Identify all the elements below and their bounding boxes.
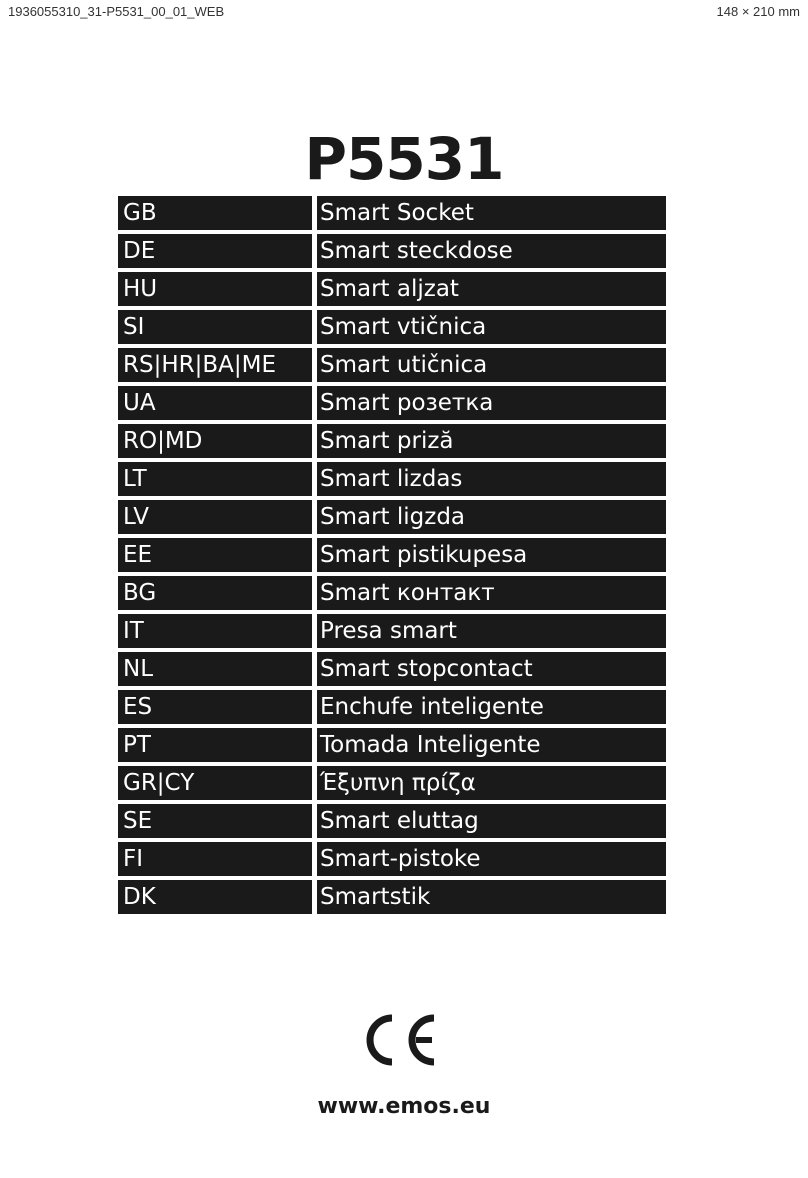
product-name: Smart ligzda: [317, 500, 666, 534]
product-name: Smart priză: [317, 424, 666, 458]
language-code: NL: [118, 652, 312, 686]
language-code: FI: [118, 842, 312, 876]
language-code: UA: [118, 386, 312, 420]
product-name: Smart steckdose: [317, 234, 666, 268]
language-code: ES: [118, 690, 312, 724]
product-name: Smart stopcontact: [317, 652, 666, 686]
language-row: [118, 652, 666, 686]
language-row: [118, 234, 666, 268]
language-code: PT: [118, 728, 312, 762]
product-name: Smart vtičnica: [317, 310, 666, 344]
product-name: Smart lizdas: [317, 462, 666, 496]
language-code: DK: [118, 880, 312, 914]
language-code: RS|HR|BA|ME: [118, 348, 312, 382]
language-row: [118, 196, 666, 230]
language-code: HU: [118, 272, 312, 306]
language-row: [118, 804, 666, 838]
language-code: GR|CY: [118, 766, 312, 800]
language-code: LT: [118, 462, 312, 496]
product-name: Smart aljzat: [317, 272, 666, 306]
model-title: P5531: [304, 125, 504, 193]
product-name: Smart eluttag: [317, 804, 666, 838]
language-row: [118, 728, 666, 762]
language-code: SE: [118, 804, 312, 838]
product-name: Enchufe inteligente: [317, 690, 666, 724]
language-row: [118, 386, 666, 420]
product-name: Smart контакт: [317, 576, 666, 610]
language-row: [118, 576, 666, 610]
page-size: 148 × 210 mm: [716, 4, 800, 19]
product-name: Smart pistikupesa: [317, 538, 666, 572]
product-name: Tomada Inteligente: [317, 728, 666, 762]
language-row: [118, 538, 666, 572]
language-row: [118, 272, 666, 306]
language-row: [118, 500, 666, 534]
language-code: DE: [118, 234, 312, 268]
ce-mark-icon: [356, 1012, 438, 1068]
product-name: Έξυπνη πρίζα: [317, 766, 666, 800]
language-row: [118, 310, 666, 344]
product-name: Presa smart: [317, 614, 666, 648]
language-row: [118, 462, 666, 496]
language-code: EE: [118, 538, 312, 572]
language-table: [118, 196, 666, 918]
language-code: LV: [118, 500, 312, 534]
language-row: [118, 880, 666, 914]
website-url: www.emos.eu: [317, 1094, 491, 1119]
product-name: Smart Socket: [317, 196, 666, 230]
language-code: GB: [118, 196, 312, 230]
product-name: Smart-pistoke: [317, 842, 666, 876]
language-code: IT: [118, 614, 312, 648]
language-row: [118, 424, 666, 458]
language-row: [118, 842, 666, 876]
language-code: RO|MD: [118, 424, 312, 458]
language-row: [118, 766, 666, 800]
language-row: [118, 690, 666, 724]
file-code: 1936055310_31-P5531_00_01_WEB: [8, 4, 225, 19]
language-row: [118, 614, 666, 648]
language-code: BG: [118, 576, 312, 610]
language-code: SI: [118, 310, 312, 344]
product-name: Smart розетка: [317, 386, 666, 420]
product-name: Smart utičnica: [317, 348, 666, 382]
language-row: [118, 348, 666, 382]
product-name: Smartstik: [317, 880, 666, 914]
